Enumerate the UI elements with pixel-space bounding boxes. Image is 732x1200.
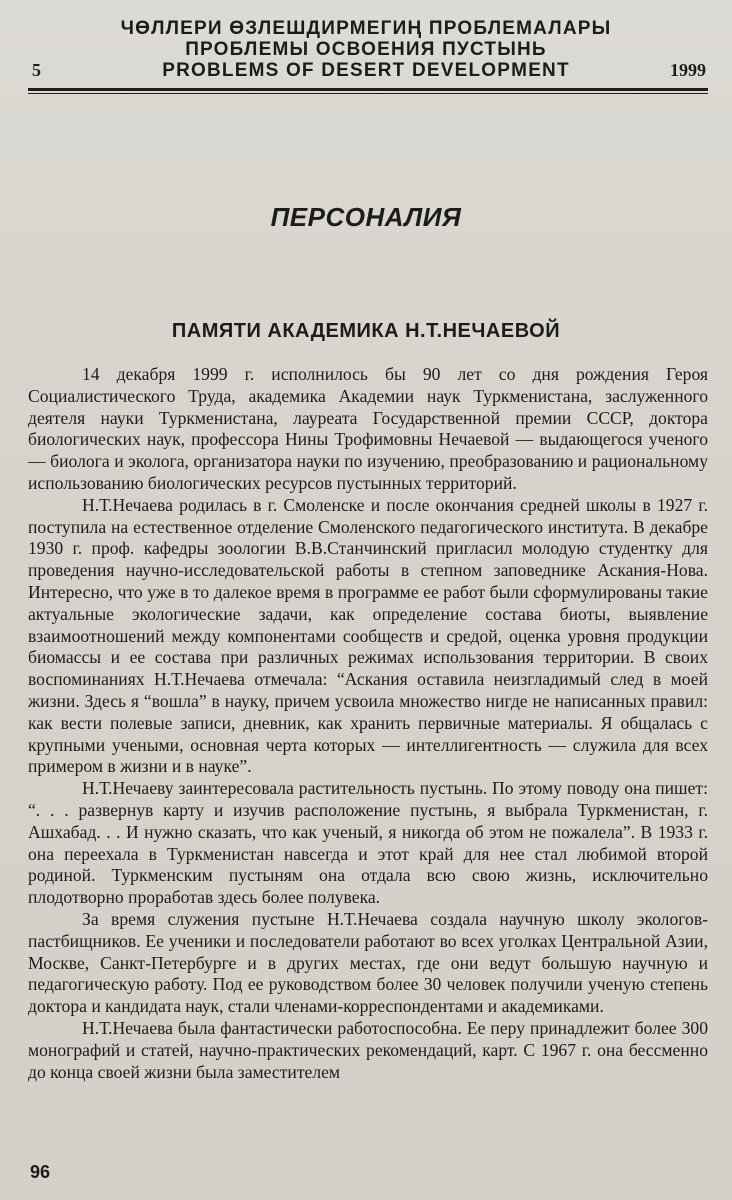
header-title-english: PROBLEMS OF DESERT DEVELOPMENT bbox=[162, 60, 570, 81]
paragraph: За время служения пустыне Н.Т.Нечаева создала научную школу экологов-пастбищников. Ее ученики и последователи работают во всех уголках Центральной Азии, Москве, Санкт-Петербурге и в других местах, где они ведут большую научную и педагогическую работу. Под ее руководством более 30 человек получили ученую степень доктора и кандидата наук, стали членами-корреспондентами и академиками. bbox=[28, 908, 708, 1017]
issue-year: 1999 bbox=[670, 60, 706, 80]
header-title-russian: ПРОБЛЕМЫ ОСВОЕНИЯ ПУСТЫНЬ bbox=[185, 39, 547, 60]
section-title: ПЕРСОНАЛИЯ bbox=[270, 202, 462, 232]
header-rule-thick bbox=[28, 88, 708, 91]
header-title-turkmen: ЧӨЛЛЕРИ ӨЗЛЕШДИРМЕГИҢ ПРОБЛЕМАЛАРЫ bbox=[120, 18, 612, 39]
page-number: 96 bbox=[30, 1162, 51, 1182]
header-row-english bbox=[0, 60, 732, 82]
running-header bbox=[0, 18, 732, 82]
paragraph: Н.Т.Нечаеву заинтересовала растительность пустынь. По этому поводу она пишет: “. . . развернув карту и изучив расположение пустынь, я выбрала Туркменистан, г. Ашхабад. . . И нужно сказать, что как ученый, я никогда об этом не пожалела”. В 1933 г. она переехала в Туркменистан навсегда и этот край для нее стал любимой второй родиной. Туркменским пустыням она отдала всю свою жизнь, исключительно плодотворно проработав здесь более полувека. bbox=[28, 778, 708, 908]
issue-number: 5 bbox=[32, 60, 41, 80]
paragraph: 14 декабря 1999 г. исполнилось бы 90 лет со дня рождения Героя Социалистического Труда, академика Академии наук Туркменистана, заслуженного деятеля науки Туркменистана, лауреата Государственной премии СССР, доктора биологических наук, профессора Нины Трофимовны Нечаевой — выдающегося ученого — биолога и эколога, организатора науки по изучению, преобразованию и рациональному использованию биологических ресурсов пустынных территорий. bbox=[28, 364, 708, 493]
paragraph: Н.Т.Нечаева родилась в г. Смоленске и после окончания средней школы в 1927 г. поступила на естественное отделение Смоленского педагогического института. В декабре 1930 г. проф. кафедры зоологии В.В.Станчинский пригласил молодую студентку для проведения научно-исследовательской работы в степном заповеднике Аскания-Нова. Интересно, что уже в то далекое время в программе ее работ были сформулированы такие актуальные экологические задачи, как определение состава биоты, выявление взаимоотношений между компонентами сообществ и средой, оценка уровня продукции биомассы и ее состава при различных режимах использования территории. В своих воспоминаниях Н.Т.Нечаева отмечала: “Аскания оставила неизгладимый след в моей жизни. Здесь я “вошла” в науку, причем усвоила множество нигде не написанных правил: как вести полевые записи, дневник, как хранить первичные материалы. Я общалась с крупными учеными, основная черта которых — интеллигентность — служила для всех примером в жизни и в науке”. bbox=[28, 494, 708, 777]
article-body bbox=[28, 364, 708, 1083]
paragraph: Н.Т.Нечаева была фантастически работоспособна. Ее перу принадлежит более 300 монографий и статей, научно-практических рекомендаций, карт. С 1967 г. она бессменно до конца своей жизни была заместителем bbox=[28, 1017, 708, 1082]
article-title: ПАМЯТИ АКАДЕМИКА Н.Т.НЕЧАЕВОЙ bbox=[171, 320, 561, 342]
header-rule-thin bbox=[28, 93, 708, 94]
